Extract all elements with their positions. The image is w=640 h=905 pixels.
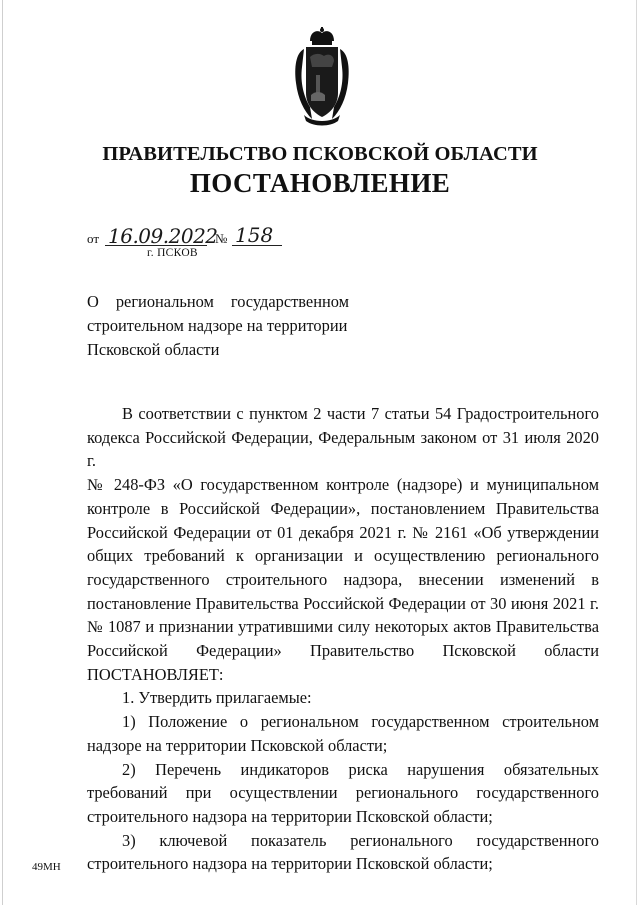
scan-edge	[2, 0, 3, 905]
subject-line: О региональном государственном	[87, 292, 349, 311]
body-line: В соответствии с пунктом 2 части 7 статьи 54 Градостроительного	[122, 404, 599, 423]
body-line: общих требований к организации и осуществлению регионального	[87, 546, 599, 566]
body-line: № 248-ФЗ «О государственном контроле (надзоре) и муниципальном	[87, 475, 599, 495]
pskov-coat-of-arms-icon	[290, 27, 354, 127]
document-subject	[87, 290, 349, 362]
body-line: постановление Правительства Российской Федерации от 30 июня 2021 г.	[87, 593, 599, 613]
body-line: кодекса Российской Федерации, Федеральным законом от 31 июля 2020 г.	[87, 427, 599, 471]
document-date: 16.09.2022	[108, 224, 218, 248]
organization-title: ПРАВИТЕЛЬСТВО ПСКОВСКОЙ ОБЛАСТИ	[102, 143, 538, 165]
document-type-title: ПОСТАНОВЛЕНИЕ	[189, 168, 451, 198]
list-subitem-2: 2) Перечень индикаторов риска нарушения обязательных	[122, 759, 599, 779]
list-subitem-2: требований при осуществлении регионального государственного	[87, 783, 599, 803]
date-prefix: от	[87, 231, 100, 246]
document-body	[87, 402, 599, 876]
list-subitem-2: строительного надзора на территории Псковской области;	[87, 806, 493, 826]
body-line: государственного строительного надзора, внесении изменений в	[87, 569, 599, 589]
date-number-block	[87, 222, 287, 262]
footer-code: 49МН	[32, 861, 61, 873]
list-subitem-1: 1) Положение о региональном государственном строительном	[122, 712, 599, 732]
list-item-1: 1. Утвердить прилагаемые:	[122, 688, 312, 708]
subject-line: строительном надзоре на территории	[87, 316, 348, 335]
subject-line: Псковской области	[87, 340, 220, 359]
list-subitem-1: надзоре на территории Псковской области;	[87, 735, 388, 755]
body-line: Российской Федерации» Правительство Псковской области	[87, 641, 599, 661]
list-subitem-3: 3) ключевой показатель регионального государственного	[122, 830, 599, 850]
body-line: № 1087 и признании утратившими силу некоторых актов Правительства	[87, 617, 599, 637]
city-label: г. ПСКОВ	[147, 247, 198, 259]
number-prefix: №	[215, 231, 228, 246]
scan-edge	[636, 0, 637, 905]
list-subitem-3: строительного надзора на территории Псковской области;	[87, 854, 493, 874]
body-line: контроле в Российской Федерации», постановлением Правительства	[87, 498, 599, 518]
body-line: Российской Федерации от 01 декабря 2021 г. № 2161 «Об утверждении	[87, 522, 599, 542]
body-line: ПОСТАНОВЛЯЕТ:	[87, 664, 224, 684]
document-number: 158	[235, 223, 274, 247]
